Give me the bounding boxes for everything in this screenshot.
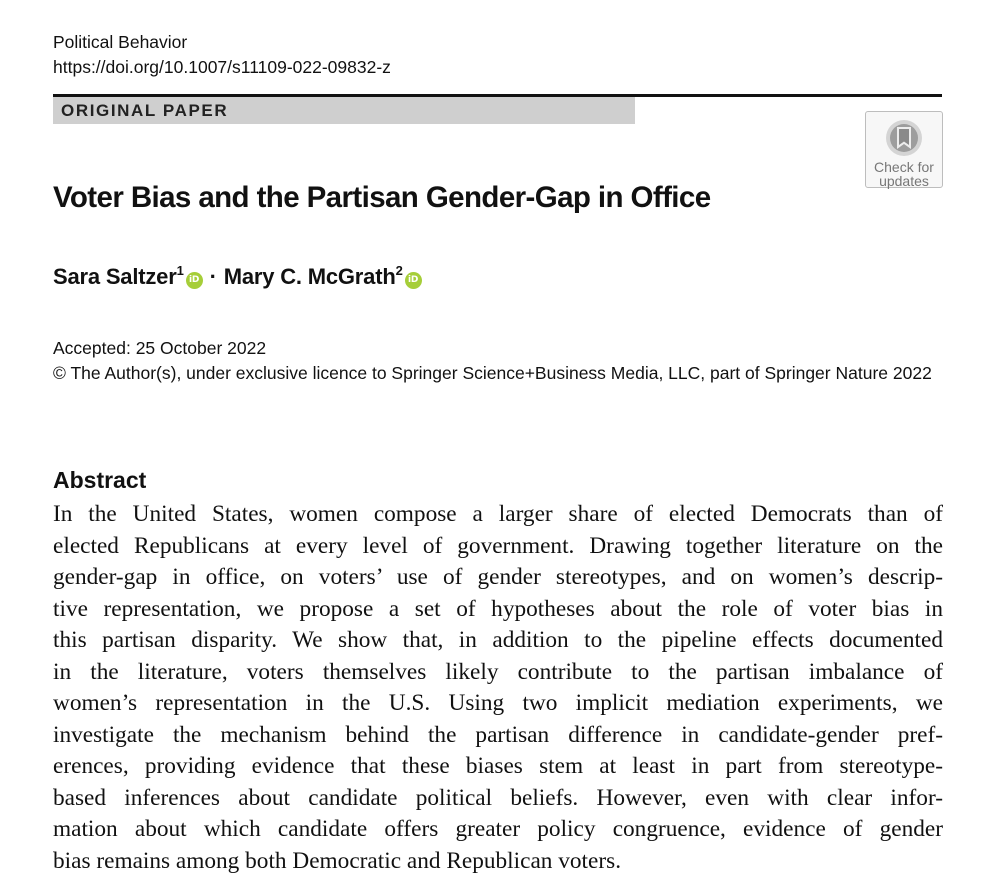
doi-link[interactable]: https://doi.org/10.1007/s11109-022-09832-z xyxy=(53,57,391,77)
orcid-icon[interactable]: iD xyxy=(186,272,203,289)
abstract-line: women’s representation in the U.S. Using two implicit mediation experiments, we xyxy=(53,690,943,716)
check-for-updates-badge[interactable] xyxy=(865,111,943,188)
journal-header xyxy=(53,30,391,80)
orcid-icon[interactable]: iD xyxy=(405,272,422,289)
author-name: Sara Saltzer xyxy=(53,264,177,289)
abstract-body xyxy=(53,499,943,877)
abstract-line: erences, providing evidence that these biases stem at least in part from stereotype- xyxy=(53,753,943,779)
bookmark-icon xyxy=(884,118,924,158)
copyright-notice: © The Author(s), under exclusive licence to Springer Science+Business Media, LLC, part of Springer Nature 2022 xyxy=(53,363,932,383)
accepted-date: Accepted: 25 October 2022 xyxy=(53,338,267,358)
author-list xyxy=(53,263,422,290)
check-for-updates-line1: Check for xyxy=(874,159,934,175)
journal-name: Political Behavior xyxy=(53,32,188,52)
abstract-line: elected Republicans at every level of government. Drawing together literature on the xyxy=(53,532,943,559)
abstract-line: tive representation, we propose a set of hypotheses about the role of voter bias in xyxy=(53,595,943,622)
check-for-updates-line2: updates xyxy=(879,173,929,189)
abstract-line: bias remains among both Democratic and Republican voters. xyxy=(53,847,622,874)
affiliation-marker: 2 xyxy=(395,263,403,278)
abstract-line: based inferences about candidate political beliefs. However, even with clear infor- xyxy=(53,784,943,811)
abstract-heading: Abstract xyxy=(53,467,147,493)
affiliation-marker: 1 xyxy=(176,263,184,278)
article-metadata xyxy=(53,336,943,386)
abstract-line: gender-gap in office, on voters’ use of gender stereotypes, and on women’s descrip- xyxy=(53,564,943,590)
abstract-line: this partisan disparity. We show that, in addition to the pipeline effects documented xyxy=(53,627,943,653)
abstract-line: In the United States, women compose a larger share of elected Democrats than of xyxy=(53,501,943,527)
author-name: Mary C. McGrath xyxy=(223,264,396,289)
author-separator: · xyxy=(209,264,217,289)
abstract-line: mation about which candidate offers greater policy congruence, evidence of gender xyxy=(53,816,943,842)
abstract-line: investigate the mechanism behind the partisan difference in candidate-gender pref- xyxy=(53,721,943,748)
article-title: Voter Bias and the Partisan Gender-Gap in Office xyxy=(53,181,711,214)
article-type-band xyxy=(53,97,635,124)
abstract-line: in the literature, voters themselves likely contribute to the partisan imbalance of xyxy=(53,658,943,685)
article-type: ORIGINAL PAPER xyxy=(61,101,229,120)
